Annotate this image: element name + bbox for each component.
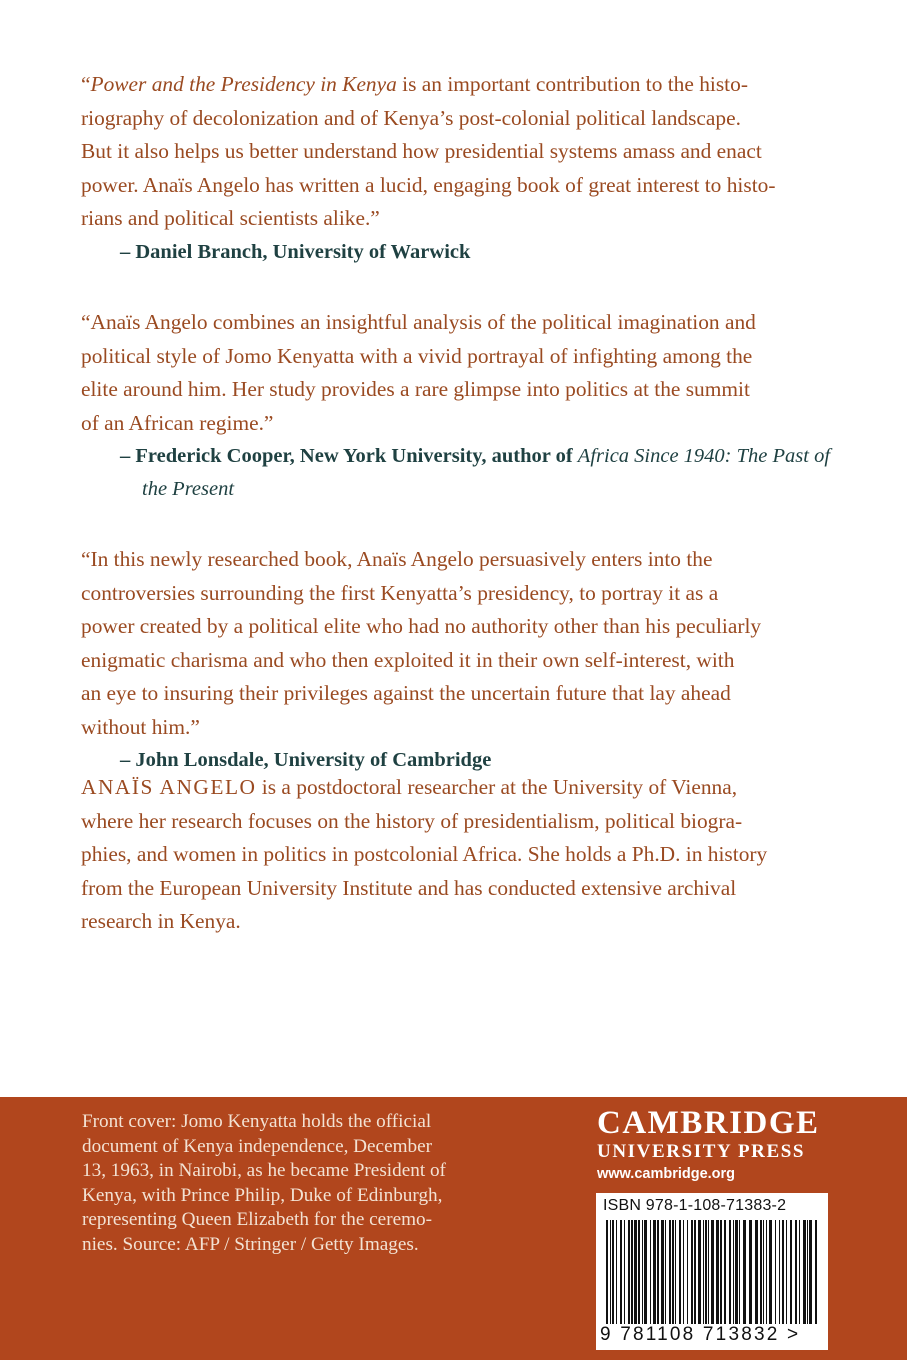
barcode-bars-icon — [606, 1220, 818, 1324]
review-2-quote: “Anaïs Angelo combines an insightful analysis of the political imagination and political style of Jomo Kenyatta with a vivid portrayal of infighting among the elite around him. Her study provides a rare glimpse into politics at the summit of an African regime.” — [81, 310, 756, 435]
review-3-attribution: – John Lonsdale, University of Cambridge — [120, 749, 492, 771]
book-title: Power and the Presidency in Kenya — [90, 72, 397, 96]
barcode-digits: 9 781108 713832 > — [600, 1324, 801, 1345]
review-2-attribution: – Frederick Cooper, New York University, author of Africa Since 1940: The Past of the Present — [120, 445, 831, 500]
review-2 — [81, 306, 839, 506]
publisher-logo — [597, 1105, 827, 1185]
publisher-subtitle: UNIVERSITY PRESS — [597, 1141, 806, 1162]
review-3-quote: “In this newly researched book, Anaïs Angelo persuasively enters into the controversies surrounding the first Kenyatta’s presidency, to portray it as a power created by a political elite who had no authority other than his peculiarly enigmatic charisma and who then exploited it in their own self-interest, with an eye to insuring their privileges against the uncertain future that lay ahead without him.” — [81, 547, 762, 739]
author-bio: ANAÏS ANGELO is a postdoctoral researcher at the University of Vienna, where her research focuses on the history of presidentialism, political biogra- phies, and women in politics in postcolonial Africa. She holds a Ph.D. in history from the European University Institute and has conducted extensive archival research in Kenya. — [81, 775, 768, 933]
cited-book-title: Africa Since 1940: The Past of the Present — [142, 445, 831, 500]
footer-band — [0, 1097, 907, 1360]
review-1-attribution: – Daniel Branch, University of Warwick — [120, 240, 471, 263]
review-1-quote: “Power and the Presidency in Kenya is an important contribution to the histo- riography of decolonization and of Kenya’s post-colonial political landscape. But it also helps us better understand how presidential systems amass and enact power. Anaïs Angelo has written a lucid, engaging book of great interest to histo- rians and political scientists alike.” — [81, 72, 776, 230]
publisher-name: CAMBRIDGE — [597, 1105, 820, 1141]
barcode — [596, 1193, 828, 1350]
cover-credit: Front cover: Jomo Kenyatta holds the official document of Kenya independence, December 13, 1963, in Nairobi, as he became President of Kenya, with Prince Philip, Duke of Edinburgh, representing Queen Elizabeth for the ceremo- nies. Source: AFP / Stringer / Getty Images. — [82, 1111, 446, 1255]
isbn-label: ISBN 978-1-108-71383-2 — [603, 1197, 787, 1214]
author-name: ANAÏS ANGELO — [81, 775, 257, 799]
publisher-url[interactable]: www.cambridge.org — [597, 1166, 736, 1182]
review-1 — [81, 68, 775, 269]
review-3 — [81, 543, 761, 777]
